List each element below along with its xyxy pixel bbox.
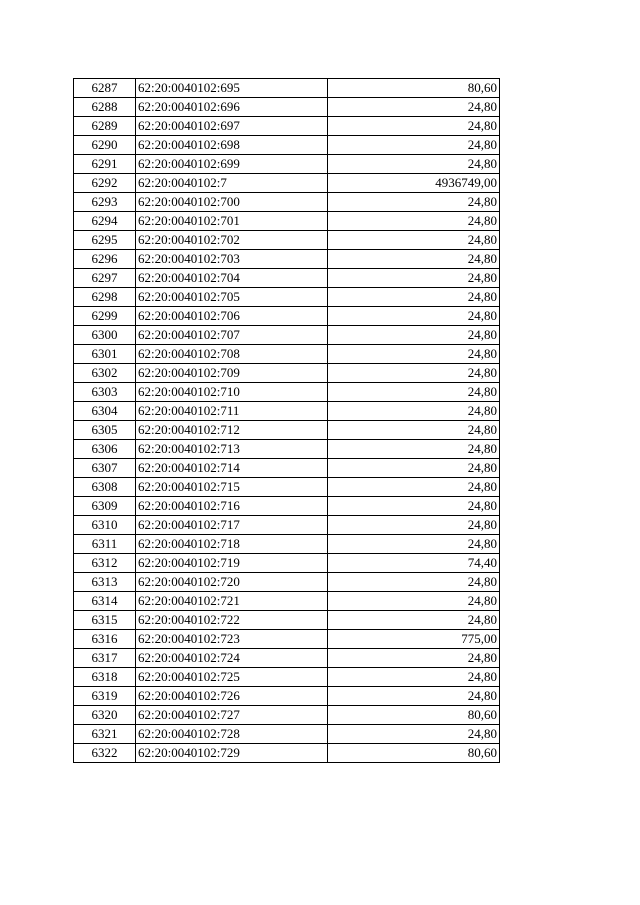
- table-row: [74, 554, 500, 573]
- value-cell: 24,80: [328, 421, 500, 440]
- row-number-cell: 6308: [74, 478, 136, 497]
- row-number-cell: 6296: [74, 250, 136, 269]
- table-row: [74, 744, 500, 763]
- value-cell: 80,60: [328, 79, 500, 98]
- table-row: [74, 383, 500, 402]
- row-number-cell: 6303: [74, 383, 136, 402]
- value-cell: 24,80: [328, 269, 500, 288]
- row-number-cell: 6304: [74, 402, 136, 421]
- table-row: [74, 421, 500, 440]
- cadastral-number-cell: 62:20:0040102:709: [136, 364, 328, 383]
- value-cell: 24,80: [328, 687, 500, 706]
- row-number-cell: 6302: [74, 364, 136, 383]
- cadastral-number-cell: 62:20:0040102:719: [136, 554, 328, 573]
- cadastral-number-cell: 62:20:0040102:707: [136, 326, 328, 345]
- value-cell: 24,80: [328, 459, 500, 478]
- table-row: [74, 79, 500, 98]
- row-number-cell: 6297: [74, 269, 136, 288]
- row-number-cell: 6290: [74, 136, 136, 155]
- table-row: [74, 573, 500, 592]
- table-row: [74, 250, 500, 269]
- row-number-cell: 6289: [74, 117, 136, 136]
- value-cell: 24,80: [328, 592, 500, 611]
- value-cell: 24,80: [328, 307, 500, 326]
- table-row: [74, 440, 500, 459]
- cadastral-number-cell: 62:20:0040102:695: [136, 79, 328, 98]
- row-number-cell: 6311: [74, 535, 136, 554]
- table-row: [74, 687, 500, 706]
- cadastral-number-cell: 62:20:0040102:7: [136, 174, 328, 193]
- cadastral-number-cell: 62:20:0040102:706: [136, 307, 328, 326]
- row-number-cell: 6295: [74, 231, 136, 250]
- value-cell: 24,80: [328, 193, 500, 212]
- row-number-cell: 6307: [74, 459, 136, 478]
- value-cell: 24,80: [328, 155, 500, 174]
- row-number-cell: 6312: [74, 554, 136, 573]
- table-row: [74, 668, 500, 687]
- table-row: [74, 136, 500, 155]
- cadastral-number-cell: 62:20:0040102:728: [136, 725, 328, 744]
- cadastral-number-cell: 62:20:0040102:710: [136, 383, 328, 402]
- row-number-cell: 6288: [74, 98, 136, 117]
- value-cell: 24,80: [328, 649, 500, 668]
- cadastral-number-cell: 62:20:0040102:722: [136, 611, 328, 630]
- cadastral-number-cell: 62:20:0040102:714: [136, 459, 328, 478]
- cadastral-number-cell: 62:20:0040102:711: [136, 402, 328, 421]
- value-cell: 24,80: [328, 611, 500, 630]
- cadastral-number-cell: 62:20:0040102:698: [136, 136, 328, 155]
- value-cell: 80,60: [328, 744, 500, 763]
- table-body: [74, 79, 500, 763]
- value-cell: 4936749,00: [328, 174, 500, 193]
- cadastral-number-cell: 62:20:0040102:700: [136, 193, 328, 212]
- cadastral-number-cell: 62:20:0040102:701: [136, 212, 328, 231]
- value-cell: 24,80: [328, 497, 500, 516]
- row-number-cell: 6293: [74, 193, 136, 212]
- cadastral-number-cell: 62:20:0040102:718: [136, 535, 328, 554]
- cadastral-number-cell: 62:20:0040102:702: [136, 231, 328, 250]
- value-cell: 24,80: [328, 98, 500, 117]
- cadastral-number-cell: 62:20:0040102:720: [136, 573, 328, 592]
- value-cell: 24,80: [328, 478, 500, 497]
- table-row: [74, 307, 500, 326]
- value-cell: 24,80: [328, 231, 500, 250]
- table-row: [74, 193, 500, 212]
- table-row: [74, 516, 500, 535]
- table-row: [74, 212, 500, 231]
- value-cell: 24,80: [328, 383, 500, 402]
- table-row: [74, 402, 500, 421]
- row-number-cell: 6321: [74, 725, 136, 744]
- row-number-cell: 6301: [74, 345, 136, 364]
- table-row: [74, 174, 500, 193]
- table-row: [74, 535, 500, 554]
- row-number-cell: 6316: [74, 630, 136, 649]
- row-number-cell: 6319: [74, 687, 136, 706]
- table-row: [74, 706, 500, 725]
- value-cell: 74,40: [328, 554, 500, 573]
- value-cell: 24,80: [328, 117, 500, 136]
- table-row: [74, 459, 500, 478]
- row-number-cell: 6317: [74, 649, 136, 668]
- cadastral-number-cell: 62:20:0040102:729: [136, 744, 328, 763]
- table-row: [74, 497, 500, 516]
- cadastral-number-cell: 62:20:0040102:704: [136, 269, 328, 288]
- value-cell: 24,80: [328, 440, 500, 459]
- row-number-cell: 6313: [74, 573, 136, 592]
- row-number-cell: 6294: [74, 212, 136, 231]
- cadastral-number-cell: 62:20:0040102:713: [136, 440, 328, 459]
- value-cell: 24,80: [328, 326, 500, 345]
- table-row: [74, 269, 500, 288]
- table-row: [74, 117, 500, 136]
- table-row: [74, 326, 500, 345]
- row-number-cell: 6292: [74, 174, 136, 193]
- value-cell: 24,80: [328, 250, 500, 269]
- table-row: [74, 231, 500, 250]
- row-number-cell: 6299: [74, 307, 136, 326]
- table-row: [74, 98, 500, 117]
- cadastral-number-cell: 62:20:0040102:724: [136, 649, 328, 668]
- row-number-cell: 6322: [74, 744, 136, 763]
- row-number-cell: 6305: [74, 421, 136, 440]
- table-row: [74, 288, 500, 307]
- cadastral-number-cell: 62:20:0040102:723: [136, 630, 328, 649]
- row-number-cell: 6287: [74, 79, 136, 98]
- value-cell: 24,80: [328, 345, 500, 364]
- table-row: [74, 649, 500, 668]
- table-row: [74, 345, 500, 364]
- value-cell: 80,60: [328, 706, 500, 725]
- table-row: [74, 478, 500, 497]
- table-row: [74, 155, 500, 174]
- cadastral-number-cell: 62:20:0040102:725: [136, 668, 328, 687]
- cadastral-number-cell: 62:20:0040102:716: [136, 497, 328, 516]
- value-cell: 24,80: [328, 668, 500, 687]
- row-number-cell: 6310: [74, 516, 136, 535]
- cadastral-number-cell: 62:20:0040102:705: [136, 288, 328, 307]
- row-number-cell: 6300: [74, 326, 136, 345]
- cadastral-number-cell: 62:20:0040102:727: [136, 706, 328, 725]
- row-number-cell: 6320: [74, 706, 136, 725]
- row-number-cell: 6315: [74, 611, 136, 630]
- value-cell: 24,80: [328, 288, 500, 307]
- cadastral-number-cell: 62:20:0040102:715: [136, 478, 328, 497]
- value-cell: 24,80: [328, 535, 500, 554]
- cadastral-table: [73, 78, 500, 763]
- cadastral-number-cell: 62:20:0040102:697: [136, 117, 328, 136]
- cadastral-number-cell: 62:20:0040102:721: [136, 592, 328, 611]
- table-row: [74, 364, 500, 383]
- value-cell: 24,80: [328, 402, 500, 421]
- cadastral-number-cell: 62:20:0040102:696: [136, 98, 328, 117]
- row-number-cell: 6309: [74, 497, 136, 516]
- table-row: [74, 592, 500, 611]
- cadastral-number-cell: 62:20:0040102:717: [136, 516, 328, 535]
- table-row: [74, 611, 500, 630]
- table-row: [74, 725, 500, 744]
- cadastral-number-cell: 62:20:0040102:708: [136, 345, 328, 364]
- cadastral-number-cell: 62:20:0040102:699: [136, 155, 328, 174]
- row-number-cell: 6314: [74, 592, 136, 611]
- row-number-cell: 6298: [74, 288, 136, 307]
- value-cell: 24,80: [328, 212, 500, 231]
- value-cell: 775,00: [328, 630, 500, 649]
- cadastral-number-cell: 62:20:0040102:712: [136, 421, 328, 440]
- value-cell: 24,80: [328, 573, 500, 592]
- row-number-cell: 6318: [74, 668, 136, 687]
- value-cell: 24,80: [328, 364, 500, 383]
- table-row: [74, 630, 500, 649]
- value-cell: 24,80: [328, 136, 500, 155]
- cadastral-number-cell: 62:20:0040102:726: [136, 687, 328, 706]
- cadastral-number-cell: 62:20:0040102:703: [136, 250, 328, 269]
- value-cell: 24,80: [328, 725, 500, 744]
- value-cell: 24,80: [328, 516, 500, 535]
- row-number-cell: 6306: [74, 440, 136, 459]
- row-number-cell: 6291: [74, 155, 136, 174]
